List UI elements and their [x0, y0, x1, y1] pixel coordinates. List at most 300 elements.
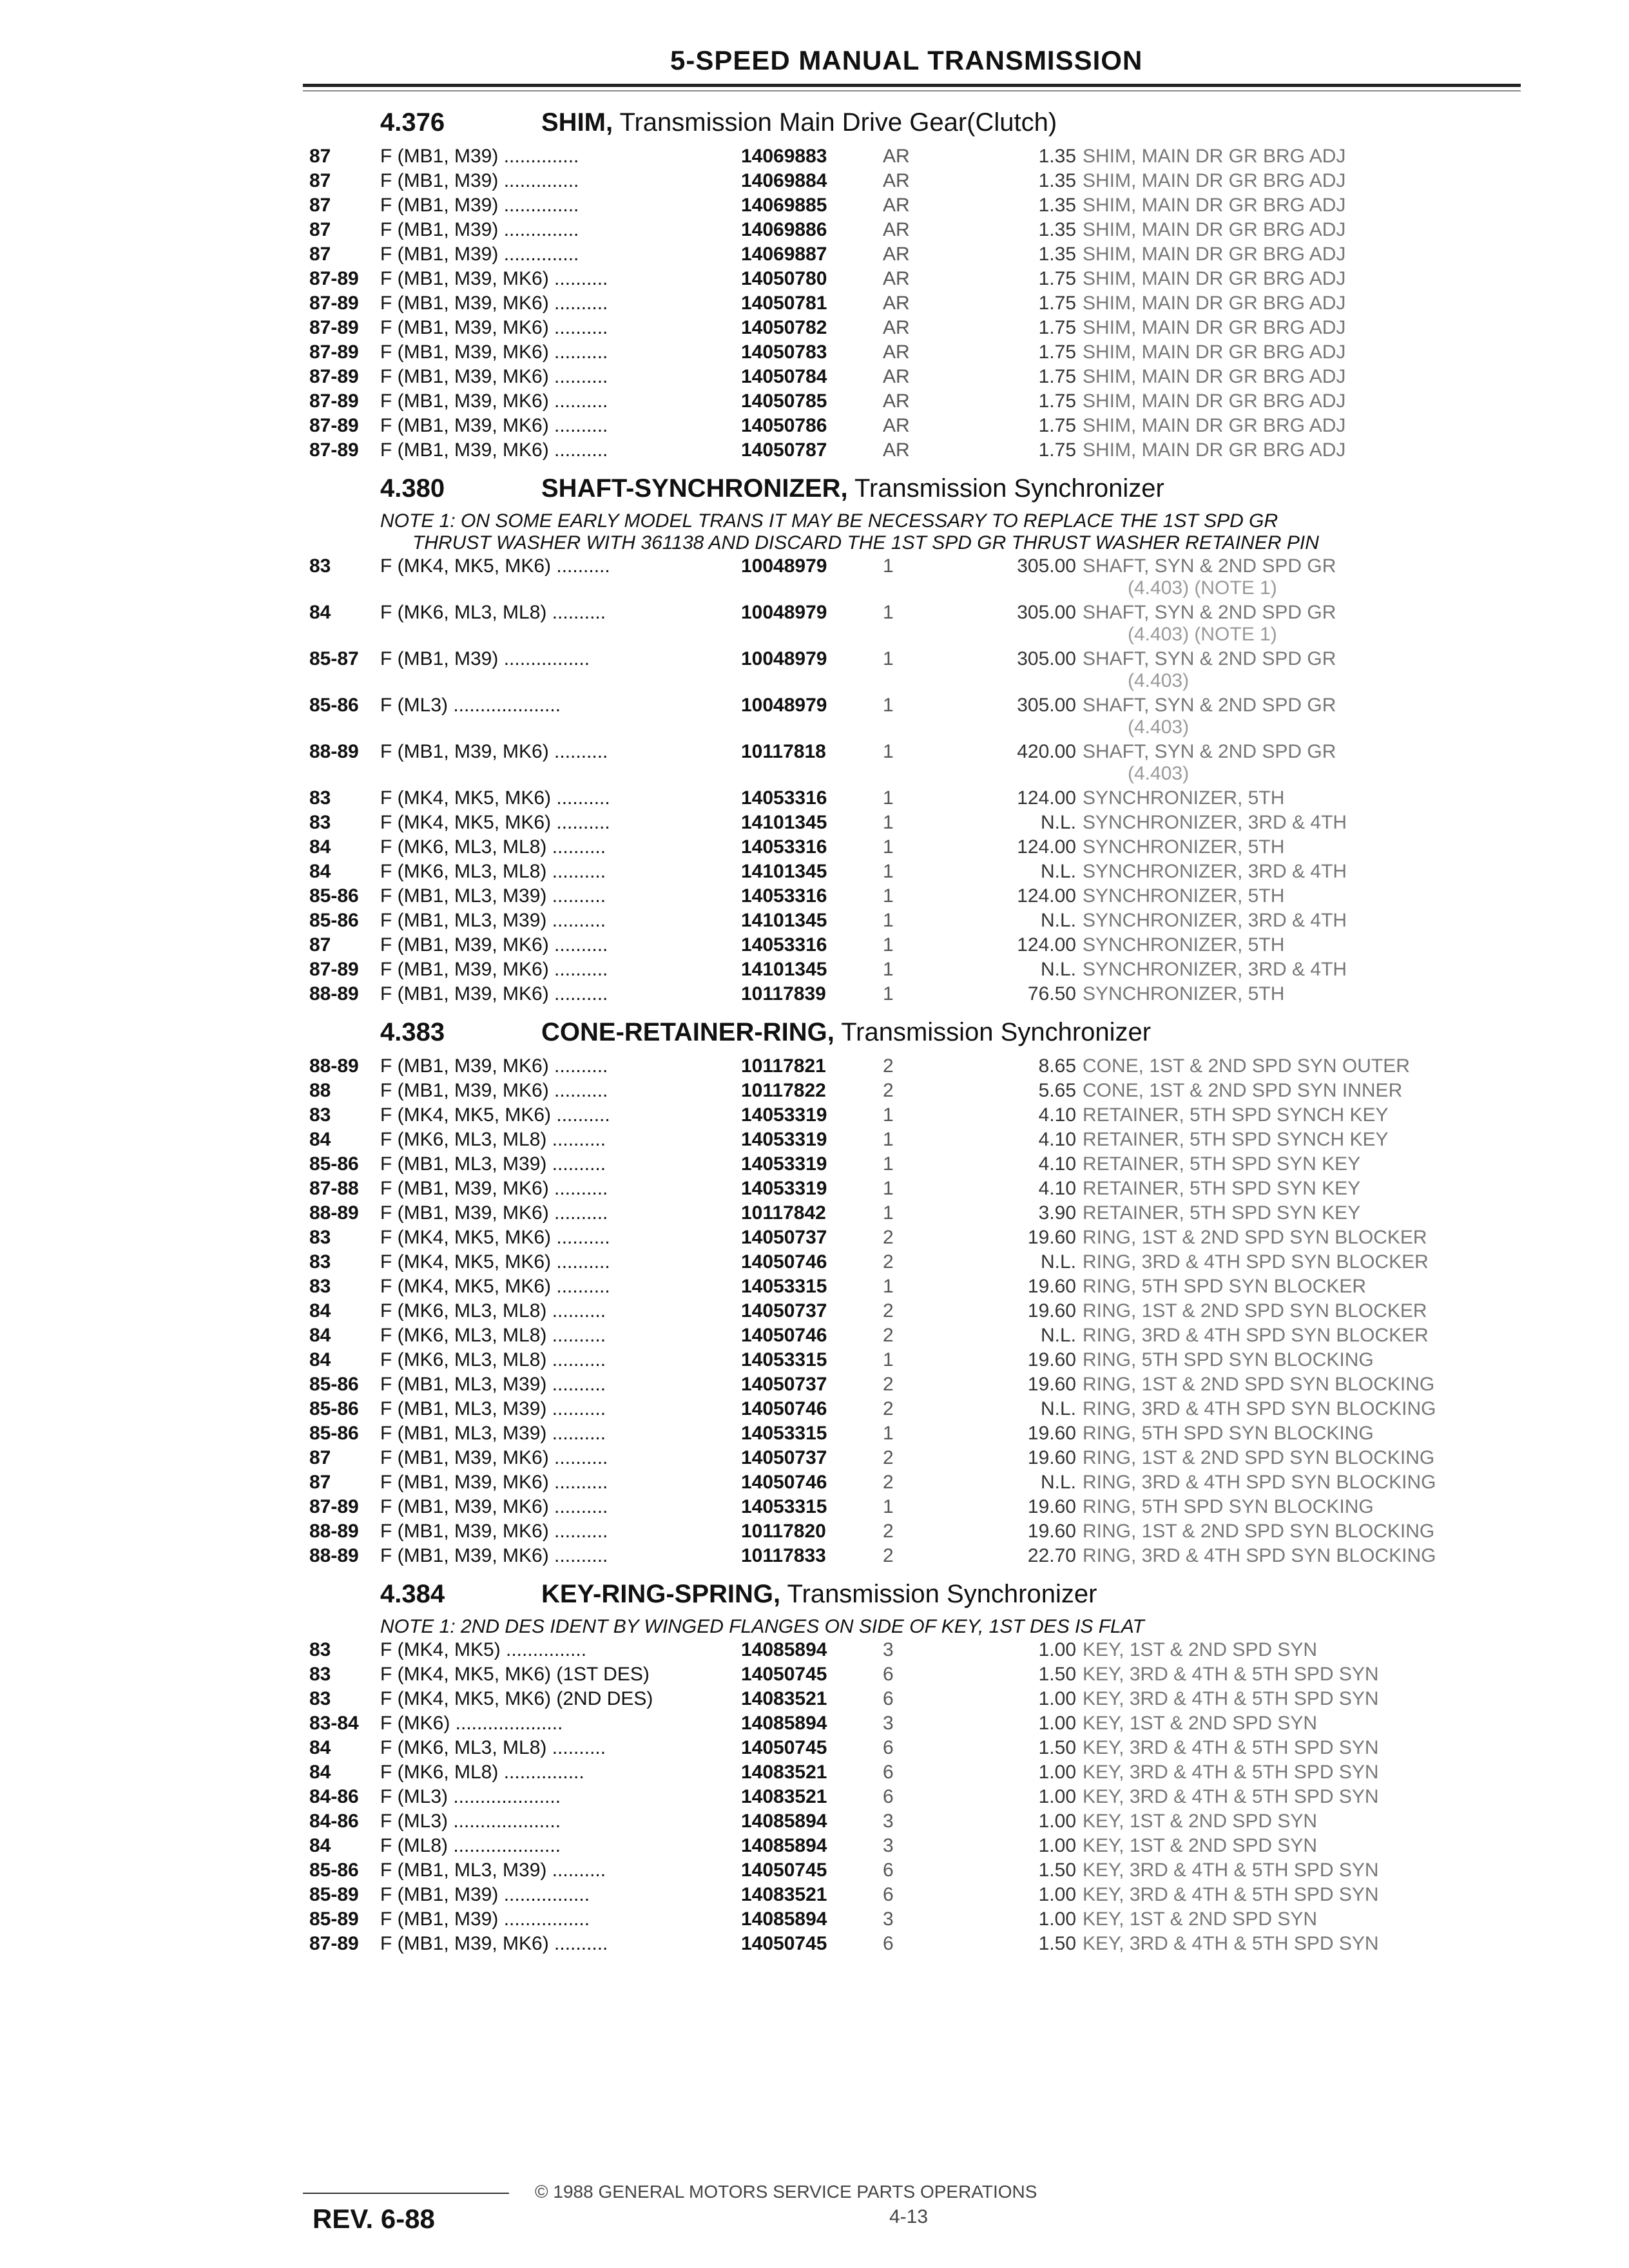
part-row	[303, 1711, 1527, 1736]
part-description: RETAINER, 5TH SPD SYN KEY	[1083, 1202, 1361, 1224]
application: F (MB1, M39, MK6) ..........	[380, 983, 608, 1004]
quantity: 1	[883, 959, 894, 980]
part-row	[303, 1662, 1527, 1687]
part-row	[303, 1495, 1527, 1519]
model-year: 88-89	[309, 983, 359, 1004]
model-year: 83	[309, 1276, 331, 1297]
model-year: 87	[309, 170, 331, 191]
part-row	[303, 1858, 1527, 1883]
part-number: 14053315	[741, 1423, 827, 1444]
part-number: 14053319	[741, 1129, 827, 1150]
revision-label: REV. 6-88	[313, 2204, 435, 2234]
application: F (MK6, ML3, ML8) ..........	[380, 1129, 606, 1150]
part-row	[303, 1054, 1527, 1079]
section-header	[303, 1012, 1527, 1054]
quantity: AR	[883, 170, 910, 191]
part-number: 14050746	[741, 1251, 827, 1273]
model-year: 87-89	[309, 341, 359, 363]
model-year: 87-89	[309, 959, 359, 980]
list-price: 8.65	[1038, 1055, 1076, 1077]
model-year: 83	[309, 1688, 331, 1709]
quantity: 1	[883, 695, 894, 716]
quantity: 1	[883, 555, 894, 577]
part-description: SYNCHRONIZER, 5TH	[1083, 787, 1285, 809]
application: F (MB1, M39) ................	[380, 1884, 590, 1905]
model-year: 85-89	[309, 1908, 359, 1930]
list-price: 305.00	[1017, 695, 1076, 716]
list-price: 1.35	[1038, 219, 1076, 240]
section-title	[541, 108, 1057, 137]
application: F (MB1, M39) ................	[380, 648, 590, 669]
part-description: RING, 5TH SPD SYN BLOCKING	[1083, 1423, 1374, 1444]
quantity: AR	[883, 268, 910, 289]
application: F (MB1, M39) ................	[380, 1908, 590, 1930]
quantity: 6	[883, 1860, 894, 1881]
part-row	[303, 1687, 1527, 1711]
application: F (MB1, ML3, M39) ..........	[380, 885, 606, 907]
list-price: N.L.	[1040, 812, 1076, 833]
application: F (MK6, ML3, ML8) ..........	[380, 1325, 606, 1346]
model-year: 83-84	[309, 1713, 359, 1734]
model-year: 85-86	[309, 1423, 359, 1444]
part-description: RING, 3RD & 4TH SPD SYN BLOCKER	[1083, 1325, 1429, 1346]
quantity: 1	[883, 836, 894, 858]
part-description: RING, 5TH SPD SYN BLOCKING	[1083, 1496, 1374, 1517]
quantity: 2	[883, 1545, 894, 1566]
part-description: RETAINER, 5TH SPD SYNCH KEY	[1083, 1129, 1389, 1150]
list-price: N.L.	[1040, 1251, 1076, 1273]
application: F (MK4, MK5, MK6) (1ST DES)	[380, 1664, 650, 1685]
part-description: SHIM, MAIN DR GR BRG ADJ	[1083, 293, 1346, 314]
part-number: 14053319	[741, 1178, 827, 1199]
application: F (MB1, M39, MK6) ..........	[380, 293, 608, 314]
quantity: 2	[883, 1447, 894, 1468]
part-reference: (4.403)	[1128, 670, 1190, 691]
section-title-rest: Transmission Synchronizer	[787, 1580, 1097, 1608]
quantity: 1	[883, 1153, 894, 1175]
quantity: 6	[883, 1786, 894, 1807]
application: F (MB1, M39, MK6) ..........	[380, 1178, 608, 1199]
quantity: 6	[883, 1933, 894, 1954]
part-row	[303, 1274, 1527, 1299]
model-year: 87-89	[309, 415, 359, 436]
section-title-spacer	[613, 108, 619, 137]
part-description: SHAFT, SYN & 2ND SPD GR	[1083, 695, 1336, 716]
application: F (MB1, ML3, M39) ..........	[380, 910, 606, 931]
application: F (MK6, ML8) ...............	[380, 1762, 584, 1783]
part-row	[303, 908, 1527, 933]
model-year: 88-89	[309, 1545, 359, 1566]
section-number: 4.380	[380, 474, 445, 503]
application: F (MB1, M39) ..............	[380, 146, 579, 167]
part-row	[303, 740, 1527, 786]
list-price: 4.10	[1038, 1104, 1076, 1126]
part-row	[303, 1348, 1527, 1372]
application: F (MB1, ML3, M39) ..........	[380, 1860, 606, 1881]
model-year: 87	[309, 195, 331, 216]
part-row	[303, 365, 1527, 389]
part-number: 14050787	[741, 439, 827, 461]
list-price: 3.90	[1038, 1202, 1076, 1224]
part-description: SHIM, MAIN DR GR BRG ADJ	[1083, 317, 1346, 338]
application: F (MB1, M39, MK6) ..........	[380, 1545, 608, 1566]
model-year: 88-89	[309, 1521, 359, 1542]
list-price: 5.65	[1038, 1080, 1076, 1101]
part-description: RING, 3RD & 4TH SPD SYN BLOCKING	[1083, 1472, 1436, 1493]
part-number: 14069885	[741, 195, 827, 216]
list-price: 124.00	[1017, 934, 1076, 956]
model-year: 85-86	[309, 1860, 359, 1881]
list-price: 305.00	[1017, 648, 1076, 669]
application: F (MB1, M39) ..............	[380, 170, 579, 191]
list-price: 124.00	[1017, 836, 1076, 858]
model-year: 88-89	[309, 1202, 359, 1224]
list-price: 1.75	[1038, 268, 1076, 289]
part-reference: (4.403)	[1128, 716, 1190, 738]
part-row	[303, 1372, 1527, 1397]
part-description: RING, 3RD & 4TH SPD SYN BLOCKER	[1083, 1251, 1429, 1273]
part-number: 14085894	[741, 1639, 827, 1660]
part-description: SYNCHRONIZER, 3RD & 4TH	[1083, 861, 1347, 882]
quantity: 2	[883, 1227, 894, 1248]
quantity: 1	[883, 1349, 894, 1370]
part-row	[303, 1638, 1527, 1662]
part-description: SYNCHRONIZER, 3RD & 4TH	[1083, 812, 1347, 833]
quantity: AR	[883, 366, 910, 387]
part-row	[303, 811, 1527, 835]
list-price: 1.35	[1038, 244, 1076, 265]
quantity: 2	[883, 1374, 894, 1395]
list-price: 1.35	[1038, 195, 1076, 216]
section-header	[303, 468, 1527, 510]
part-number: 10117822	[741, 1080, 826, 1101]
part-row	[303, 601, 1527, 647]
application: F (MB1, M39, MK6) ..........	[380, 1080, 608, 1101]
list-price: 1.35	[1038, 146, 1076, 167]
model-year: 84	[309, 1835, 331, 1856]
section-title-bold: KEY-RING-SPRING,	[541, 1580, 781, 1608]
application: F (MB1, ML3, M39) ..........	[380, 1374, 606, 1395]
part-row	[303, 835, 1527, 860]
model-year: 87	[309, 219, 331, 240]
part-number: 10117818	[741, 741, 826, 762]
list-price: 4.10	[1038, 1178, 1076, 1199]
quantity: 2	[883, 1398, 894, 1419]
part-number: 14050737	[741, 1300, 827, 1321]
list-price: 19.60	[1027, 1300, 1076, 1321]
part-description: SHIM, MAIN DR GR BRG ADJ	[1083, 268, 1346, 289]
section-title-rest: Transmission Main Drive Gear(Clutch)	[619, 108, 1057, 137]
part-description: RETAINER, 5TH SPD SYN KEY	[1083, 1153, 1361, 1175]
application: F (MK4, MK5, MK6) ..........	[380, 787, 610, 809]
quantity: 1	[883, 983, 894, 1004]
section-title-bold: SHIM,	[541, 108, 613, 137]
application: F (MB1, M39) ..............	[380, 195, 579, 216]
part-row	[303, 316, 1527, 340]
application: F (MB1, M39, MK6) ..........	[380, 1472, 608, 1493]
part-description: SHIM, MAIN DR GR BRG ADJ	[1083, 366, 1346, 387]
application: F (MK4, MK5) ...............	[380, 1639, 587, 1660]
quantity: 1	[883, 885, 894, 907]
part-description: RING, 1ST & 2ND SPD SYN BLOCKING	[1083, 1374, 1435, 1395]
application: F (ML3) ....................	[380, 1786, 561, 1807]
page-title: 5-SPEED MANUAL TRANSMISSION	[670, 45, 1143, 75]
part-row	[303, 1470, 1527, 1495]
list-price: 1.50	[1038, 1664, 1076, 1685]
part-row	[303, 1760, 1527, 1785]
part-row	[303, 1177, 1527, 1201]
section-title-spacer	[848, 474, 854, 503]
part-row	[303, 1834, 1527, 1858]
application: F (MB1, ML3, M39) ..........	[380, 1153, 606, 1175]
model-year: 87-89	[309, 268, 359, 289]
list-price: 19.60	[1027, 1349, 1076, 1370]
part-description: KEY, 1ST & 2ND SPD SYN	[1083, 1639, 1318, 1660]
part-description: CONE, 1ST & 2ND SPD SYN INNER	[1083, 1080, 1403, 1101]
part-row	[303, 218, 1527, 242]
quantity: 6	[883, 1688, 894, 1709]
part-description: KEY, 1ST & 2ND SPD SYN	[1083, 1811, 1318, 1832]
part-description: RING, 1ST & 2ND SPD SYN BLOCKER	[1083, 1227, 1427, 1248]
part-description: CONE, 1ST & 2ND SPD SYN OUTER	[1083, 1055, 1410, 1077]
model-year: 87-89	[309, 390, 359, 412]
model-year: 84	[309, 1762, 331, 1783]
quantity: 2	[883, 1325, 894, 1346]
quantity: 1	[883, 861, 894, 882]
part-number: 14101345	[741, 959, 827, 980]
list-price: 305.00	[1017, 555, 1076, 577]
part-number: 14053315	[741, 1276, 827, 1297]
application: F (MK6, ML3, ML8) ..........	[380, 861, 606, 882]
list-price: 19.60	[1027, 1227, 1076, 1248]
model-year: 85-86	[309, 1398, 359, 1419]
application: F (MB1, M39, MK6) ..........	[380, 439, 608, 461]
part-description: RING, 3RD & 4TH SPD SYN BLOCKING	[1083, 1545, 1436, 1566]
model-year: 87-89	[309, 293, 359, 314]
page-number: 4-13	[889, 2206, 929, 2227]
model-year: 84-86	[309, 1811, 359, 1832]
list-price: N.L.	[1040, 1398, 1076, 1419]
list-price: 4.10	[1038, 1129, 1076, 1150]
quantity: 1	[883, 787, 894, 809]
part-description: KEY, 3RD & 4TH & 5TH SPD SYN	[1083, 1762, 1379, 1783]
part-number: 10117833	[741, 1545, 826, 1566]
part-number: 14050782	[741, 317, 827, 338]
list-price: 19.60	[1027, 1423, 1076, 1444]
list-price: 1.00	[1038, 1639, 1076, 1660]
part-description: RING, 3RD & 4TH SPD SYN BLOCKING	[1083, 1398, 1436, 1419]
application: F (MK4, MK5, MK6) ..........	[380, 1227, 610, 1248]
model-year: 88	[309, 1080, 331, 1101]
quantity: AR	[883, 415, 910, 436]
application: F (MB1, M39, MK6) ..........	[380, 1055, 608, 1077]
quantity: 1	[883, 1178, 894, 1199]
model-year: 84	[309, 1349, 331, 1370]
quantity: 1	[883, 910, 894, 931]
part-description: KEY, 3RD & 4TH & 5TH SPD SYN	[1083, 1884, 1379, 1905]
list-price: 1.00	[1038, 1884, 1076, 1905]
part-description: SYNCHRONIZER, 5TH	[1083, 934, 1285, 956]
part-description: SHIM, MAIN DR GR BRG ADJ	[1083, 219, 1346, 240]
part-row	[303, 860, 1527, 884]
application: F (MK6) ....................	[380, 1713, 563, 1734]
application: F (MK6, ML3, ML8) ..........	[380, 836, 606, 858]
section-number: 4.384	[380, 1580, 445, 1608]
part-description: KEY, 3RD & 4TH & 5TH SPD SYN	[1083, 1688, 1379, 1709]
model-year: 84	[309, 1325, 331, 1346]
part-number: 14053316	[741, 836, 827, 858]
part-row	[303, 1736, 1527, 1760]
part-row	[303, 438, 1527, 463]
part-number: 10117821	[741, 1055, 826, 1077]
part-number: 14069886	[741, 219, 827, 240]
list-price: 124.00	[1017, 787, 1076, 809]
part-row	[303, 340, 1527, 365]
list-price: N.L.	[1040, 910, 1076, 931]
part-description: SHIM, MAIN DR GR BRG ADJ	[1083, 244, 1346, 265]
model-year: 87-89	[309, 317, 359, 338]
list-price: 1.00	[1038, 1762, 1076, 1783]
list-price: 1.75	[1038, 366, 1076, 387]
list-price: 1.50	[1038, 1860, 1076, 1881]
part-row	[303, 267, 1527, 291]
application: F (MB1, M39, MK6) ..........	[380, 1496, 608, 1517]
part-number: 14083521	[741, 1786, 827, 1807]
quantity: 1	[883, 1202, 894, 1224]
application: F (MK4, MK5, MK6) ..........	[380, 1104, 610, 1126]
list-price: N.L.	[1040, 861, 1076, 882]
model-year: 85-86	[309, 1374, 359, 1395]
model-year: 85-86	[309, 910, 359, 931]
section-header	[303, 102, 1527, 144]
model-year: 84	[309, 1737, 331, 1758]
part-description: RING, 5TH SPD SYN BLOCKER	[1083, 1276, 1367, 1297]
application: F (MK4, MK5, MK6) ..........	[380, 812, 610, 833]
model-year: 87	[309, 146, 331, 167]
application: F (MB1, M39, MK6) ..........	[380, 959, 608, 980]
part-description: SYNCHRONIZER, 3RD & 4TH	[1083, 910, 1347, 931]
list-price: 1.35	[1038, 170, 1076, 191]
application: F (MK6, ML3, ML8) ..........	[380, 1300, 606, 1321]
part-row	[303, 1103, 1527, 1128]
part-description: KEY, 1ST & 2ND SPD SYN	[1083, 1713, 1318, 1734]
model-year: 87-89	[309, 1933, 359, 1954]
part-row	[303, 242, 1527, 267]
list-price: 19.60	[1027, 1521, 1076, 1542]
application: F (MB1, M39, MK6) ..........	[380, 366, 608, 387]
part-row	[303, 144, 1527, 169]
quantity: 1	[883, 1129, 894, 1150]
part-row	[303, 414, 1527, 438]
application: F (ML8) ....................	[380, 1835, 561, 1856]
part-description: KEY, 3RD & 4TH & 5TH SPD SYN	[1083, 1737, 1379, 1758]
application: F (MB1, M39, MK6) ..........	[380, 741, 608, 762]
quantity: 2	[883, 1300, 894, 1321]
part-number: 14050784	[741, 366, 827, 387]
section-number: 4.383	[380, 1018, 445, 1046]
application: F (MB1, M39, MK6) ..........	[380, 1933, 608, 1954]
part-description: SHIM, MAIN DR GR BRG ADJ	[1083, 439, 1346, 461]
part-number: 14050785	[741, 390, 827, 412]
quantity: 3	[883, 1639, 894, 1660]
list-price: 4.10	[1038, 1153, 1076, 1175]
model-year: 85-86	[309, 885, 359, 907]
part-reference: (4.403)	[1128, 763, 1190, 784]
quantity: 3	[883, 1908, 894, 1930]
part-row	[303, 1397, 1527, 1421]
part-description: SHAFT, SYN & 2ND SPD GR	[1083, 602, 1336, 623]
part-row	[303, 1299, 1527, 1323]
part-description: KEY, 3RD & 4TH & 5TH SPD SYN	[1083, 1860, 1379, 1881]
part-number: 14050746	[741, 1325, 827, 1346]
model-year: 85-89	[309, 1884, 359, 1905]
footer-rule	[303, 2193, 509, 2194]
part-description: SHIM, MAIN DR GR BRG ADJ	[1083, 390, 1346, 412]
quantity: 6	[883, 1737, 894, 1758]
part-description: SHAFT, SYN & 2ND SPD GR	[1083, 648, 1336, 669]
part-row	[303, 1785, 1527, 1809]
part-description: SHIM, MAIN DR GR BRG ADJ	[1083, 195, 1346, 216]
model-year: 85-87	[309, 648, 359, 669]
part-row	[303, 193, 1527, 218]
application: F (MB1, M39, MK6) ..........	[380, 268, 608, 289]
quantity: 6	[883, 1884, 894, 1905]
quantity: 1	[883, 1104, 894, 1126]
application: F (MB1, M39) ..............	[380, 219, 579, 240]
quantity: 1	[883, 934, 894, 956]
model-year: 84-86	[309, 1786, 359, 1807]
part-row	[303, 786, 1527, 811]
section-header	[303, 1573, 1527, 1616]
part-number: 14053316	[741, 934, 827, 956]
part-description: SYNCHRONIZER, 5TH	[1083, 983, 1285, 1004]
model-year: 87	[309, 244, 331, 265]
quantity: 1	[883, 812, 894, 833]
part-row	[303, 1323, 1527, 1348]
part-row	[303, 1128, 1527, 1152]
part-number: 14101345	[741, 861, 827, 882]
part-number: 14050781	[741, 293, 827, 314]
part-row	[303, 1152, 1527, 1177]
section-title	[541, 474, 1164, 503]
model-year: 83	[309, 1664, 331, 1685]
part-description: RING, 5TH SPD SYN BLOCKING	[1083, 1349, 1374, 1370]
model-year: 87	[309, 934, 331, 956]
quantity: AR	[883, 244, 910, 265]
header-rule	[303, 84, 1521, 87]
model-year: 87-89	[309, 439, 359, 461]
quantity: 3	[883, 1713, 894, 1734]
list-price: 76.50	[1027, 983, 1076, 1004]
section-title	[541, 1018, 1151, 1047]
section-note: NOTE 1: ON SOME EARLY MODEL TRANS IT MAY BE NECESSARY TO REPLACE THE 1ST SPD GR	[380, 510, 1278, 532]
quantity: 1	[883, 1423, 894, 1444]
list-price: N.L.	[1040, 959, 1076, 980]
part-description: SHIM, MAIN DR GR BRG ADJ	[1083, 146, 1346, 167]
application: F (MB1, M39, MK6) ..........	[380, 1202, 608, 1224]
list-price: 1.75	[1038, 341, 1076, 363]
part-number: 14050745	[741, 1933, 827, 1954]
list-price: 1.75	[1038, 390, 1076, 412]
model-year: 83	[309, 812, 331, 833]
model-year: 84	[309, 1300, 331, 1321]
model-year: 84	[309, 602, 331, 623]
part-description: KEY, 1ST & 2ND SPD SYN	[1083, 1908, 1318, 1930]
application: F (MK6, ML3, ML8) ..........	[380, 1737, 606, 1758]
section-title-bold: CONE-RETAINER-RING,	[541, 1018, 834, 1046]
section-number: 4.376	[380, 108, 445, 137]
part-number: 10048979	[741, 602, 827, 623]
